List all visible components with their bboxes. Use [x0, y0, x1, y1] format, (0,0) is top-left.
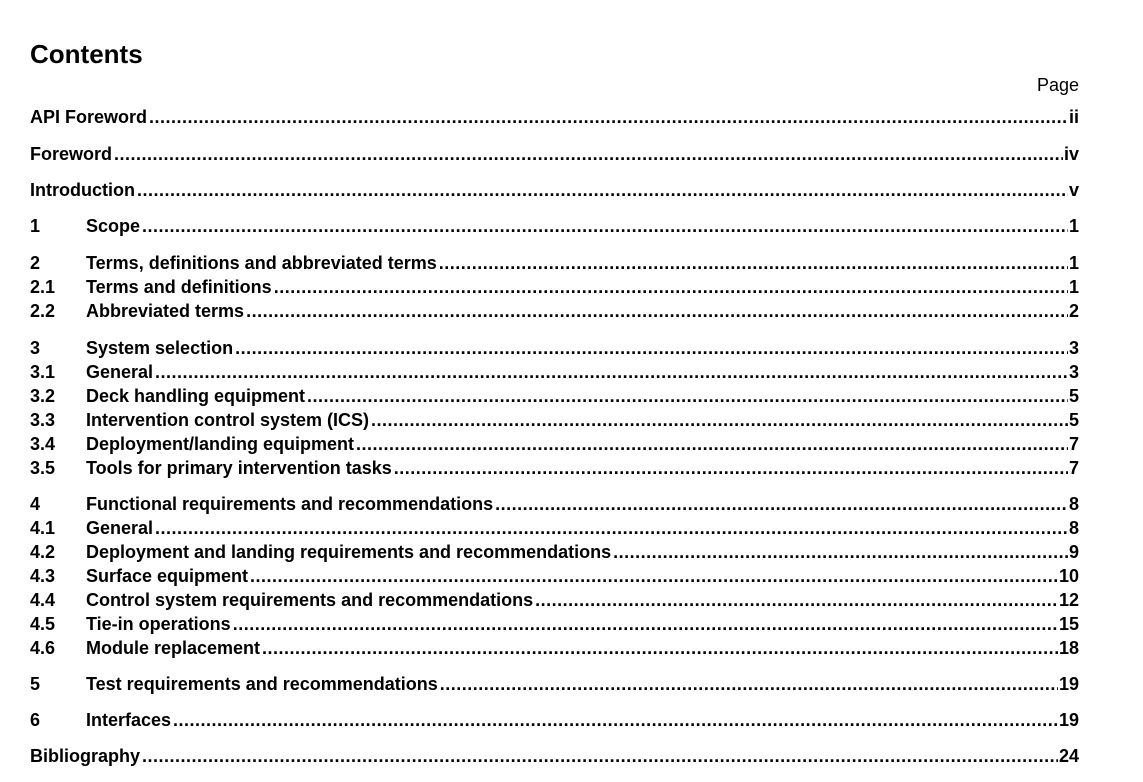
- toc-entry-page: 24: [1058, 746, 1079, 766]
- toc-entry-4-2[interactable]: [30, 540, 1079, 564]
- toc-entry-1[interactable]: [30, 214, 1079, 238]
- toc-entry-bibliography[interactable]: [30, 744, 1079, 768]
- toc-entry-text: Surface equipment: [86, 566, 249, 586]
- toc-leader-dots: [142, 744, 1058, 768]
- toc-entry-3-1[interactable]: [30, 360, 1079, 384]
- toc-entry-4-3[interactable]: [30, 564, 1079, 588]
- toc-leader-dots: [394, 456, 1068, 480]
- toc-entry-text: API Foreword: [30, 107, 148, 127]
- toc-entry-text: General: [86, 518, 154, 538]
- toc-entry-number: 3: [30, 338, 41, 358]
- toc-entry-text: Deck handling equipment: [86, 386, 306, 406]
- toc-entry-number: 3.5: [30, 458, 56, 478]
- toc-entry-number: 3.1: [30, 362, 56, 382]
- toc-entry-page: 5: [1068, 386, 1079, 406]
- toc-entry-page: 9: [1068, 542, 1079, 562]
- toc-entry-number: 3.4: [30, 434, 56, 454]
- toc-entry-3[interactable]: [30, 336, 1079, 360]
- toc-entry-text: Scope: [86, 216, 141, 236]
- toc-leader-dots: [235, 336, 1068, 360]
- toc-entry-4-5[interactable]: [30, 612, 1079, 636]
- toc-entry-page: 1: [1068, 253, 1079, 273]
- toc-entry-4-1[interactable]: [30, 516, 1079, 540]
- toc-entry-text: Terms, definitions and abbreviated terms: [86, 253, 437, 273]
- toc-entry-2[interactable]: [30, 251, 1079, 275]
- toc-entry-page: 7: [1068, 434, 1079, 454]
- toc-entry-4[interactable]: [30, 492, 1079, 516]
- toc-entry-6[interactable]: [30, 708, 1079, 732]
- toc-leader-dots: [613, 540, 1068, 564]
- toc-leader-dots: [439, 251, 1068, 275]
- toc-entry-number: 2.1: [30, 277, 56, 297]
- toc-entry-page: iv: [1063, 144, 1079, 164]
- toc-entry-foreword[interactable]: [30, 142, 1079, 166]
- toc-entry-text: Module replacement: [86, 638, 261, 658]
- toc-entry-2-1[interactable]: [30, 275, 1079, 299]
- toc-entry-page: 15: [1058, 614, 1079, 634]
- toc-leader-dots: [155, 516, 1068, 540]
- toc-entry-number: 4: [30, 494, 41, 514]
- toc-entry-number: 4.6: [30, 638, 56, 658]
- toc-entry-page: 18: [1058, 638, 1079, 658]
- toc-leader-dots: [142, 214, 1068, 238]
- toc-entry-page: 3: [1068, 362, 1079, 382]
- toc-entry-text: Functional requirements and recommendations: [86, 494, 494, 514]
- toc-entry-text: Test requirements and recommendations: [86, 674, 438, 694]
- toc-entry-page: 8: [1068, 494, 1079, 514]
- toc-entry-number: 4.4: [30, 590, 56, 610]
- toc-entry-text: Deployment/landing equipment: [86, 434, 355, 454]
- toc-leader-dots: [356, 432, 1068, 456]
- toc-entry-page: 19: [1058, 674, 1079, 694]
- toc-leader-dots: [440, 672, 1058, 696]
- toc-entry-page: 2: [1068, 301, 1079, 321]
- toc-leader-dots: [535, 588, 1058, 612]
- toc-entry-number: 4.5: [30, 614, 56, 634]
- toc-entry-text: Control system requirements and recommendations: [86, 590, 534, 610]
- toc-entry-3-5[interactable]: [30, 456, 1079, 480]
- toc-leader-dots: [274, 275, 1068, 299]
- toc-entry-number: 4.3: [30, 566, 56, 586]
- toc-entry-text: Introduction: [30, 180, 135, 200]
- toc-leader-dots: [149, 105, 1068, 129]
- toc-leader-dots: [137, 178, 1068, 202]
- toc-entry-page: 1: [1068, 216, 1079, 236]
- toc-leader-dots: [114, 142, 1063, 166]
- toc-entry-3-4[interactable]: [30, 432, 1079, 456]
- toc-entry-3-3[interactable]: [30, 408, 1079, 432]
- toc-entry-text: Interfaces: [86, 710, 172, 730]
- toc-entry-number: 5: [30, 674, 41, 694]
- toc-leader-dots: [250, 564, 1058, 588]
- page-title: Contents: [30, 39, 143, 69]
- toc-entry-number: 4.2: [30, 542, 56, 562]
- toc-leader-dots: [246, 299, 1068, 323]
- toc-leader-dots: [173, 708, 1058, 732]
- toc-leader-dots: [371, 408, 1068, 432]
- toc-entry-text: System selection: [86, 338, 234, 358]
- toc-entry-number: 3.3: [30, 410, 56, 430]
- toc-entry-number: 1: [30, 216, 41, 236]
- toc-entry-page: 8: [1068, 518, 1079, 538]
- toc-entry-3-2[interactable]: [30, 384, 1079, 408]
- toc-leader-dots: [155, 360, 1068, 384]
- toc-entry-number: 4.1: [30, 518, 56, 538]
- toc-entry-4-6[interactable]: [30, 636, 1079, 660]
- toc-entry-number: 6: [30, 710, 41, 730]
- toc-entry-text: Tie-in operations: [86, 614, 231, 634]
- toc-leader-dots: [495, 492, 1068, 516]
- toc-entry-text: Abbreviated terms: [86, 301, 245, 321]
- toc-entry-introduction[interactable]: [30, 178, 1079, 202]
- contents-page: [30, 0, 1079, 782]
- toc-entry-text: Tools for primary intervention tasks: [86, 458, 392, 478]
- page-column-label: Page: [1036, 75, 1079, 95]
- toc-entry-page: 3: [1068, 338, 1079, 358]
- toc-entry-page: 19: [1058, 710, 1079, 730]
- toc-entry-api-foreword[interactable]: [30, 105, 1079, 129]
- toc-entry-number: 3.2: [30, 386, 56, 406]
- toc-entry-text: Intervention control system (ICS): [86, 410, 370, 430]
- toc-entry-number: 2.2: [30, 301, 56, 321]
- toc-entry-text: Terms and definitions: [86, 277, 272, 297]
- toc-entry-page: v: [1068, 180, 1079, 200]
- toc-entry-page: 7: [1068, 458, 1079, 478]
- toc-leader-dots: [262, 636, 1058, 660]
- toc-leader-dots: [307, 384, 1068, 408]
- toc-entry-number: 2: [30, 253, 41, 273]
- toc-leader-dots: [233, 612, 1058, 636]
- toc-entry-2-2[interactable]: [30, 299, 1079, 323]
- toc-entry-page: 5: [1068, 410, 1079, 430]
- toc-entry-page: 10: [1058, 566, 1079, 586]
- toc-entry-text: Bibliography: [30, 746, 141, 766]
- toc-entry-page: ii: [1068, 107, 1079, 127]
- toc-entry-5[interactable]: [30, 672, 1079, 696]
- toc-entry-text: Deployment and landing requirements and recommendations: [86, 542, 612, 562]
- toc-entry-text: Foreword: [30, 144, 113, 164]
- toc-entry-page: 1: [1068, 277, 1079, 297]
- toc-entry-page: 12: [1058, 590, 1079, 610]
- toc-entry-4-4[interactable]: [30, 588, 1079, 612]
- toc-entry-text: General: [86, 362, 154, 382]
